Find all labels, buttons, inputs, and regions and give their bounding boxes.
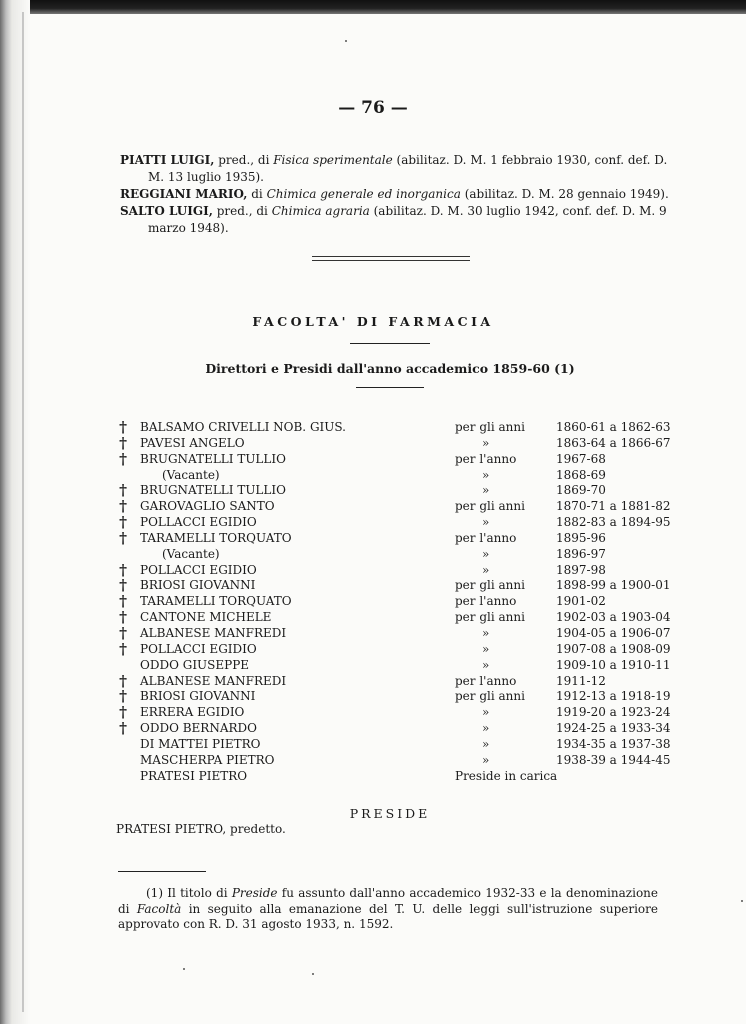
deceased-cross-icon: † — [119, 671, 127, 690]
row-years: 1938-39 a 1944-45 — [556, 752, 671, 767]
table-row — [116, 433, 716, 452]
table-row — [116, 594, 716, 610]
table-row — [116, 658, 716, 674]
scan-top-border — [0, 0, 746, 14]
row-period: » — [482, 736, 490, 751]
scan-left-edge — [0, 0, 30, 1024]
deceased-cross-icon: † — [119, 433, 127, 452]
row-name: BRIOSI GIOVANNI — [140, 578, 256, 593]
row-name: CANTONE MICHELE — [140, 610, 272, 625]
row-name: ALBANESE MANFREDI — [140, 625, 287, 640]
deceased-cross-icon: † — [119, 481, 127, 500]
row-years: 1902-03 a 1903-04 — [556, 610, 671, 625]
row-years: 1898-99 a 1900-01 — [556, 578, 671, 593]
row-period: » — [482, 752, 490, 767]
table-row — [116, 449, 716, 468]
page-number: — 76 — — [338, 98, 408, 118]
deceased-cross-icon: † — [119, 639, 127, 658]
table-row — [116, 623, 716, 642]
table-row — [116, 560, 716, 579]
row-name: TARAMELLI TORQUATO — [140, 594, 292, 609]
deceased-cross-icon: † — [119, 608, 127, 627]
table-row — [116, 639, 716, 658]
row-name: ODDO GIUSEPPE — [140, 657, 250, 672]
table-row — [116, 610, 716, 626]
row-name: ERRERA EGIDIO — [140, 705, 245, 720]
table-row — [116, 578, 716, 594]
preside-heading: PRESIDE — [349, 806, 431, 821]
deceased-cross-icon: † — [119, 497, 127, 516]
row-period: per l'anno — [455, 594, 517, 609]
subheading-rule — [356, 387, 424, 388]
row-period: per l'anno — [455, 673, 517, 688]
deceased-cross-icon: † — [119, 418, 127, 436]
deceased-cross-icon: † — [119, 703, 127, 722]
deceased-cross-icon: † — [119, 449, 127, 468]
row-years: 1860-61 a 1862-63 — [556, 420, 671, 434]
directors-list — [116, 420, 716, 784]
row-period: per gli anni — [455, 610, 525, 625]
row-period: per gli anni — [455, 689, 525, 704]
row-years: 1924-25 a 1933-34 — [556, 721, 671, 736]
row-years: 1863-64 a 1866-67 — [556, 435, 671, 450]
row-years: 1869-70 — [556, 483, 606, 498]
row-period: per gli anni — [455, 420, 525, 434]
table-row — [116, 499, 716, 515]
row-name: DI MATTEI PIETRO — [140, 736, 261, 751]
scan-speck — [183, 968, 185, 970]
entry-salto: SALTO LUIGI, pred., di Chimica agraria (abilitaz. D. M. 30 luglio 1942, conf. def. D. M. 9 marzo 1948). — [120, 204, 667, 235]
row-years: 1870-71 a 1881-82 — [556, 499, 671, 514]
row-years: 1897-98 — [556, 562, 606, 577]
row-years: 1907-08 a 1908-09 — [556, 641, 671, 656]
row-years: 1904-05 a 1906-07 — [556, 625, 671, 640]
row-period: » — [482, 483, 490, 498]
row-name: PRATESI PIETRO — [140, 768, 248, 783]
row-period: » — [482, 562, 490, 577]
table-row — [116, 769, 716, 785]
row-period: » — [482, 705, 490, 720]
heading-rule — [350, 343, 430, 344]
row-period: per l'anno — [455, 451, 517, 466]
faculty-heading: FACOLTA' DI FARMACIA — [252, 314, 494, 329]
deceased-cross-icon: † — [119, 623, 127, 642]
list-subheading: Direttori e Presidi dall'anno accademico 1859-60 (1) — [205, 361, 575, 376]
row-name: BALSAMO CRIVELLI NOB. GIUS. — [140, 420, 346, 434]
footnote-rule — [118, 871, 206, 872]
table-row — [116, 420, 716, 436]
deceased-cross-icon: † — [119, 719, 127, 738]
row-name: BRUGNATELLI TULLIO — [140, 451, 286, 466]
footnote: (1) Il titolo di Preside fu assunto dall'anno accademico 1932-33 e la denominazione di Facoltà in seguito alla emanazione del T. U. delle leggi sull'istruzione superiore approvato con R. D. 31 agosto 1933, n. 1592. — [118, 886, 658, 931]
row-period: » — [482, 625, 490, 640]
row-period: » — [482, 467, 490, 482]
row-period: per l'anno — [455, 530, 517, 545]
table-row — [116, 528, 716, 547]
deceased-cross-icon: † — [119, 576, 127, 595]
table-row — [116, 705, 716, 721]
row-years: 1909-10 a 1910-11 — [556, 657, 671, 672]
row-name: ODDO BERNARDO — [140, 721, 258, 736]
scan-speck — [345, 40, 347, 42]
row-years: 1901-02 — [556, 594, 606, 609]
row-years: 1967-68 — [556, 451, 606, 466]
preside-text: PRATESI PIETRO, predetto. — [116, 822, 286, 836]
row-name: PAVESI ANGELO — [140, 435, 245, 450]
table-row — [116, 468, 716, 484]
row-period: » — [482, 515, 490, 530]
row-period: » — [482, 721, 490, 736]
entry-piatti: PIATTI LUIGI, pred., di Fisica sperimentale (abilitaz. D. M. 1 febbraio 1930, conf. def. D. M. 13 luglio 1935). — [120, 153, 668, 184]
deceased-cross-icon: † — [119, 528, 127, 547]
row-name: ALBANESE MANFREDI — [140, 673, 287, 688]
row-period: » — [482, 641, 490, 656]
row-period: Preside in carica — [455, 768, 558, 783]
deceased-cross-icon: † — [119, 513, 127, 532]
row-period: » — [482, 546, 490, 561]
row-period: per gli anni — [455, 578, 525, 593]
table-row — [116, 753, 716, 769]
table-row — [116, 515, 716, 531]
table-row — [116, 689, 716, 705]
deceased-cross-icon: † — [119, 592, 127, 611]
row-name: BRIOSI GIOVANNI — [140, 689, 256, 704]
row-name: TARAMELLI TORQUATO — [140, 530, 292, 545]
scan-speck — [741, 900, 743, 902]
row-name: POLLACCI EGIDIO — [140, 641, 257, 656]
row-years: 1934-35 a 1937-38 — [556, 736, 671, 751]
row-period: per gli anni — [455, 499, 525, 514]
deceased-cross-icon: † — [119, 560, 127, 579]
row-years: 1868-69 — [556, 467, 606, 482]
table-row — [116, 671, 716, 690]
row-name: POLLACCI EGIDIO — [140, 515, 257, 530]
row-name: MASCHERPA PIETRO — [140, 752, 275, 767]
row-period: » — [482, 657, 490, 672]
row-period: » — [482, 435, 490, 450]
row-years: 1919-20 a 1923-24 — [556, 705, 671, 720]
row-years: 1895-96 — [556, 530, 606, 545]
table-row — [116, 721, 716, 737]
scan-binding-line — [22, 12, 24, 1012]
table-row — [116, 547, 716, 563]
deceased-cross-icon: † — [119, 687, 127, 706]
row-years: 1912-13 a 1918-19 — [556, 689, 671, 704]
entry-reggiani: REGGIANI MARIO, di Chimica generale ed inorganica (abilitaz. D. M. 28 gennaio 1949). — [120, 187, 669, 201]
row-name: GAROVAGLIO SANTO — [140, 499, 275, 514]
row-years: 1896-97 — [556, 546, 606, 561]
row-name: (Vacante) — [162, 467, 220, 482]
professor-entries — [120, 152, 680, 237]
scan-speck — [312, 973, 314, 975]
section-divider — [312, 256, 470, 261]
table-row — [116, 483, 716, 499]
row-name: (Vacante) — [162, 546, 220, 561]
row-name: BRUGNATELLI TULLIO — [140, 483, 286, 498]
table-row — [116, 737, 716, 753]
row-name: POLLACCI EGIDIO — [140, 562, 257, 577]
row-years: 1911-12 — [556, 673, 606, 688]
row-years: 1882-83 a 1894-95 — [556, 515, 671, 530]
